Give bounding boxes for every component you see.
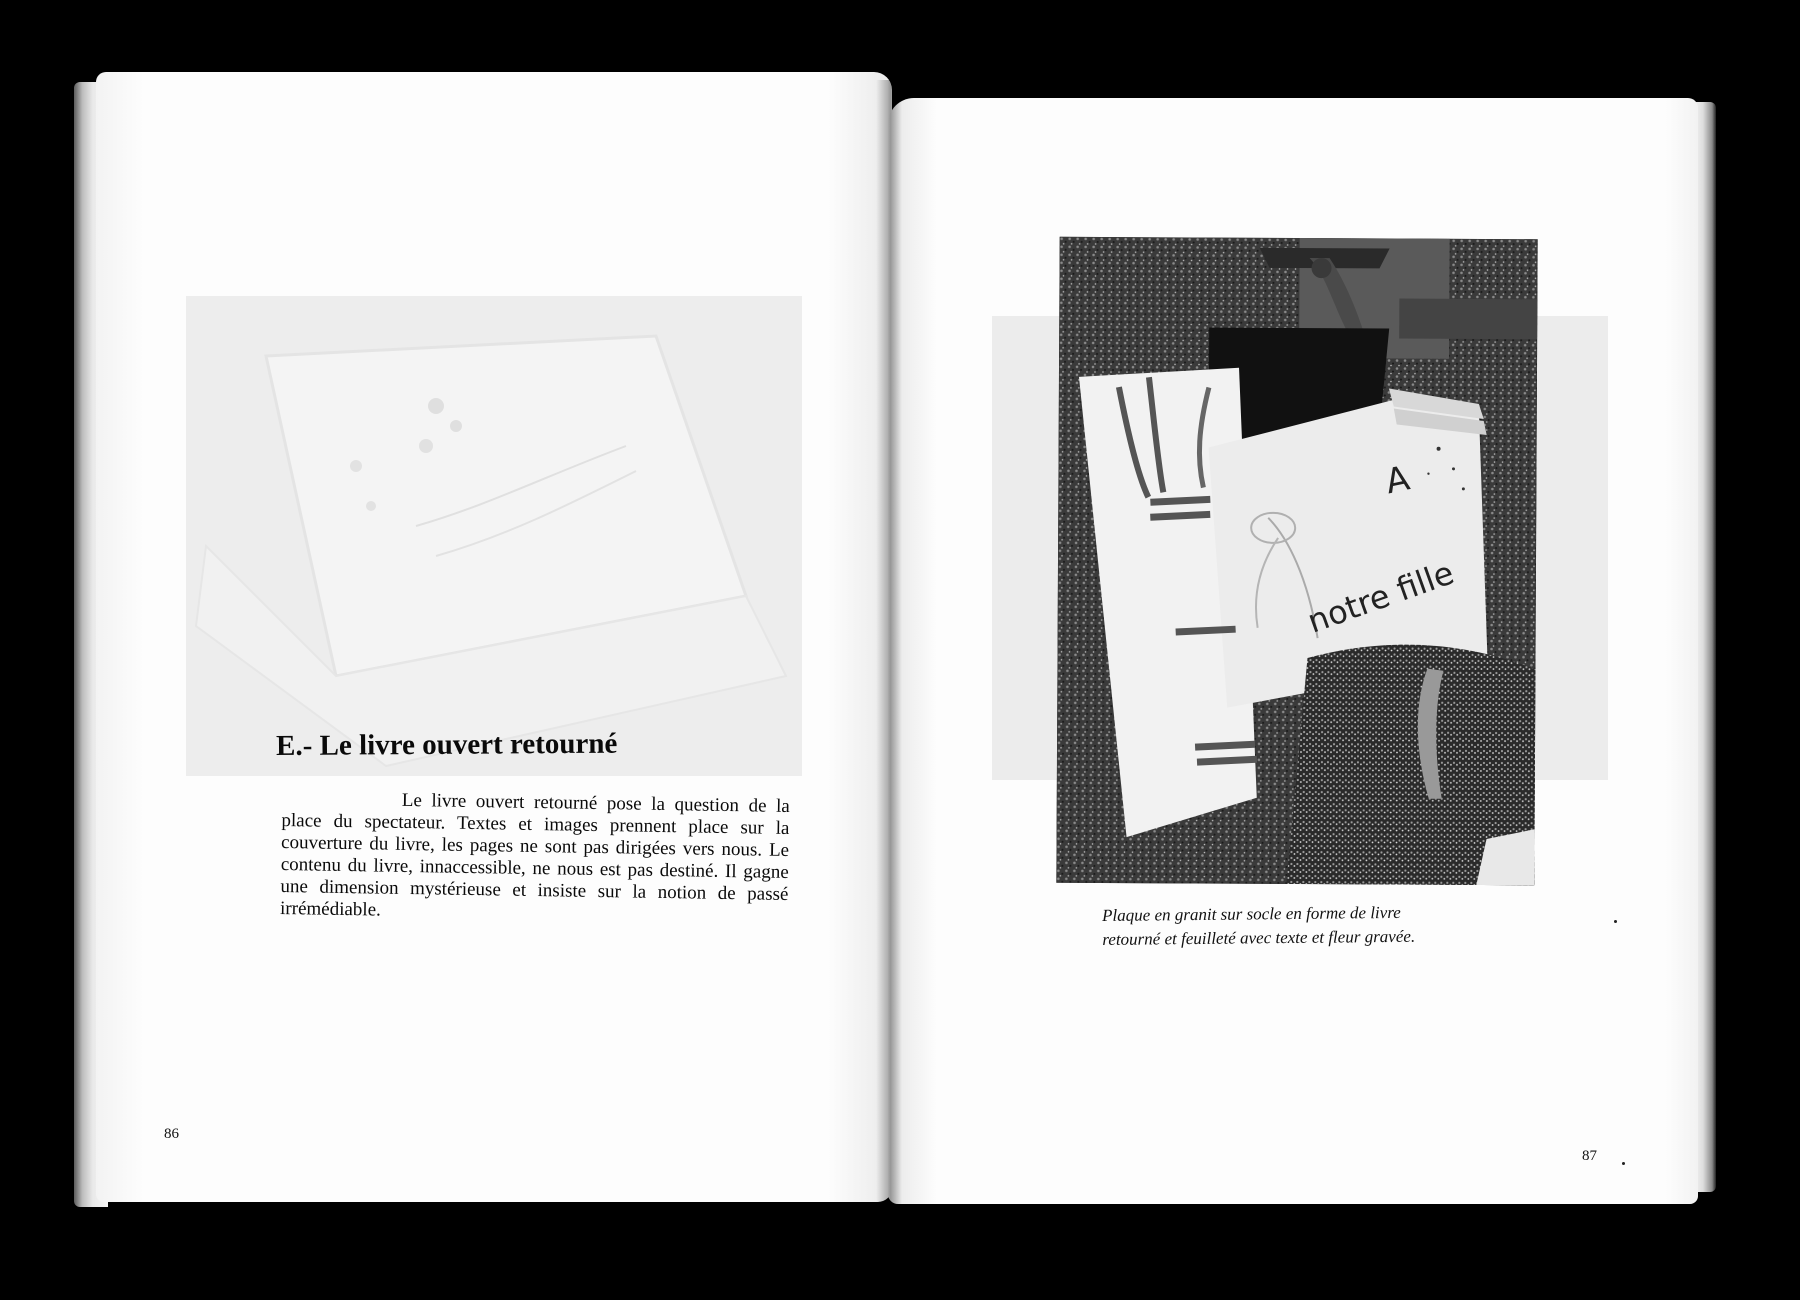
granite-book-photo: [1056, 237, 1537, 885]
section-title: E.- Le livre ouvert retourné: [276, 727, 618, 762]
photo-inscription-a: A: [1382, 458, 1413, 503]
page-number-right: 87: [1582, 1148, 1597, 1164]
dust-speck: [1614, 920, 1617, 923]
photo-caption: [1102, 900, 1522, 952]
page-number-left: 86: [164, 1126, 179, 1142]
book-gutter: [876, 80, 902, 1204]
caption-line-2: retourné et feuilleté avec texte et fleur gravée.: [1102, 926, 1416, 949]
body-paragraph: Le livre ouvert retourné pose la question de la place du spectateur. Textes et images prennent place sur la couverture du livre, les pages ne sont pas dirigées vers nous. Le contenu du livre, innaccessible, ne nous est pas destiné. Il gagne une dimension mystérieuse et insiste sur la notion de passé irrémédiable.: [279, 789, 790, 921]
faded-background-photo: [186, 296, 802, 776]
dust-speck: [1622, 1162, 1625, 1165]
photo-inscription-line2: notre fille: [1302, 553, 1459, 641]
caption-line-1: Plaque en granit sur socle en forme de livre: [1102, 902, 1401, 925]
